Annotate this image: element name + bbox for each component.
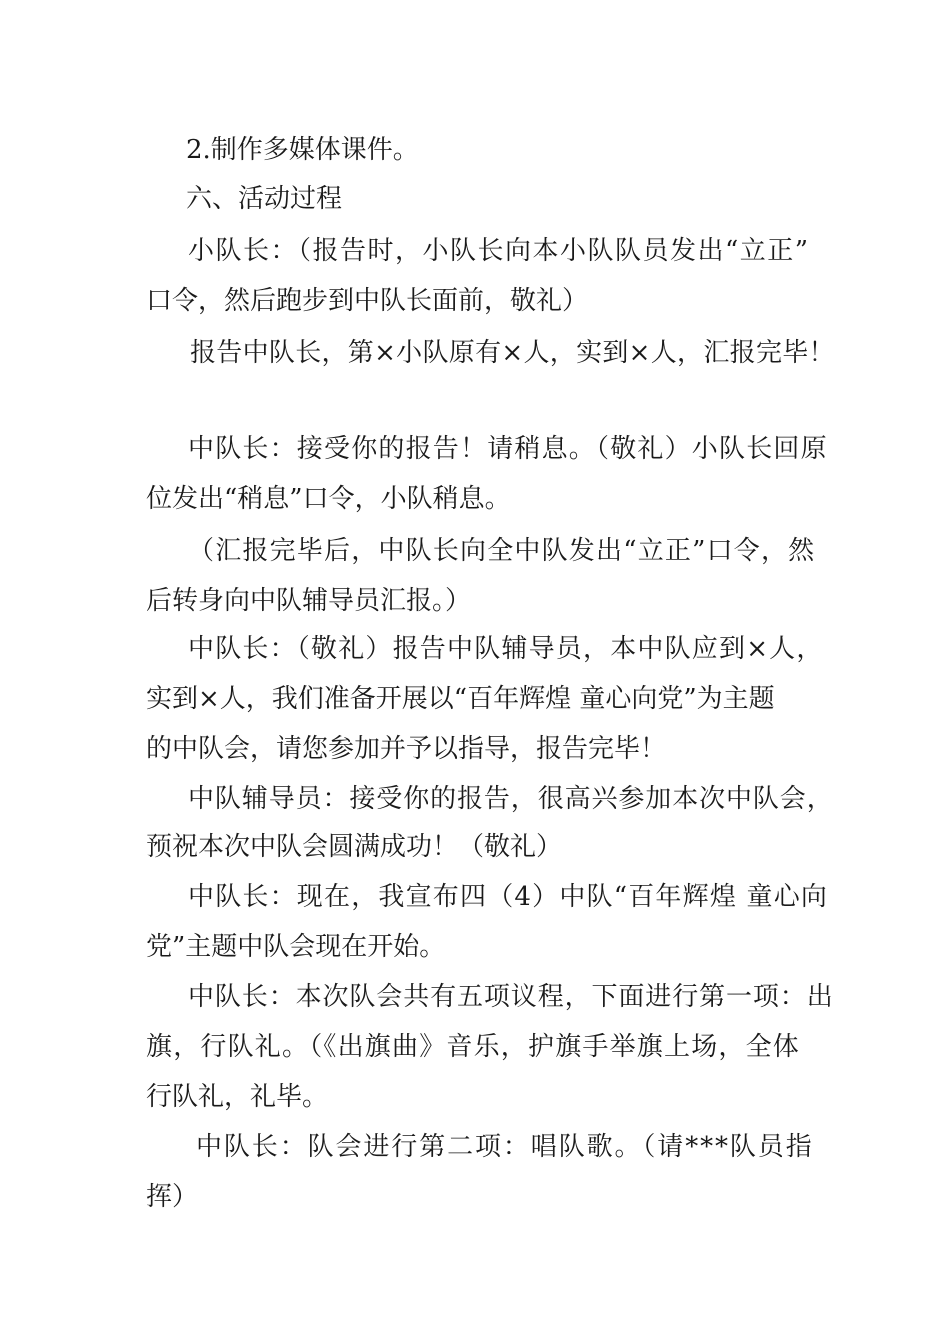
paragraph-line: 中队长：接受你的报告！请稍息。（敬礼）小队长回原 <box>188 434 828 464</box>
paragraph-line: 中队长：现在，我宣布四（4）中队“百年辉煌 童心向 <box>188 882 829 912</box>
paragraph-line: 实到×人，我们准备开展以“百年辉煌 童心向党”为主题 <box>146 684 775 714</box>
paragraph-line: 中队长：（敬礼）报告中队辅导员，本中队应到×人， <box>188 634 824 664</box>
paragraph-line: 小队长：（报告时，小队长向本小队队员发出“立正” <box>188 236 810 266</box>
paragraph-line: 预祝本次中队会圆满成功！（敬礼） <box>146 832 563 862</box>
paragraph-line: 行队礼，礼毕。 <box>146 1082 329 1112</box>
paragraph-line: 口令，然后跑步到中队长面前，敬礼） <box>146 286 589 316</box>
paragraph-line: 报告中队长，第×小队原有×人，实到×人，汇报完毕！ <box>190 338 835 368</box>
section-heading: 六、活动过程 <box>186 184 343 214</box>
paragraph-line: 位发出“稍息”口令，小队稍息。 <box>146 484 511 514</box>
paragraph-line: 中队长：本次队会共有五项议程，下面进行第一项：出 <box>188 982 834 1012</box>
paragraph-line: 的中队会，请您参加并予以指导，报告完毕！ <box>146 734 667 764</box>
list-item-multimedia: 2.制作多媒体课件。 <box>186 135 419 165</box>
paragraph-line: 党”主题中队会现在开始。 <box>146 932 446 962</box>
paragraph-line: （汇报完毕后，中队长向全中队发出“立正”口令，然 <box>188 536 816 566</box>
paragraph-line: 挥） <box>146 1182 199 1212</box>
paragraph-line: 后转身向中队辅导员汇报。） <box>146 586 472 616</box>
paragraph-line: 中队长：队会进行第二项：唱队歌。（请***队员指 <box>196 1132 814 1162</box>
paragraph-line: 旗，行队礼。（《出旗曲》音乐，护旗手举旗上场，全体 <box>146 1032 801 1062</box>
paragraph-line: 中队辅导员：接受你的报告，很高兴参加本次中队会， <box>188 784 834 814</box>
